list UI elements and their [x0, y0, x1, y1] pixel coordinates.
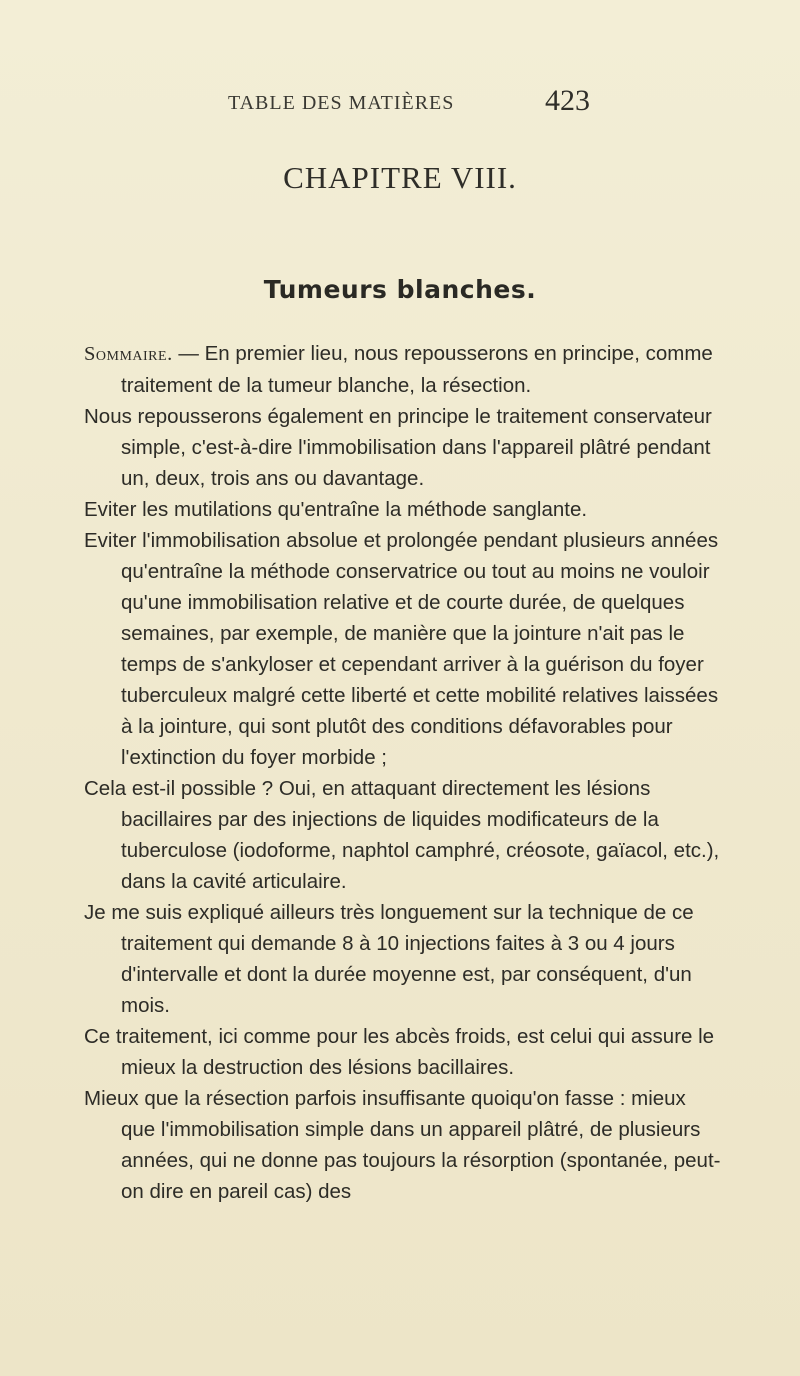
summary-block: [84, 338, 724, 1207]
running-title: TABLE DES MATIÈRES: [228, 92, 455, 114]
summary-paragraph: Eviter les mutilations qu'entraîne la méthode sanglante.: [84, 498, 588, 521]
summary-paragraph: Mieux que la résection parfois insuffisante quoiqu'on fasse : mieux que l'immobilisation simple dans un appareil plâtré, de plusieurs années, qui ne donne pas toujours la résorption (spontanée, peut-on dire en pareil cas) des: [84, 1087, 721, 1203]
summary-paragraph: Cela est-il possible ? Oui, en attaquant directement les lésions bacillaires par des injections de liquides modificateurs de la tuberculose (iodoforme, naphtol camphré, créosote, gaïacol, etc.), dans la cavité articulaire.: [84, 777, 720, 893]
summary-paragraph-text: — En premier lieu, nous repousserons en principe, comme traitement de la tumeur blanche, la résection.: [121, 342, 713, 397]
summary-paragraph: [84, 338, 724, 401]
running-header: [200, 86, 620, 126]
summary-paragraph: Je me suis expliqué ailleurs très longuement sur la technique de ce traitement qui demande 8 à 10 injections faites à 3 ou 4 jours d'intervalle et dont la durée moyenne est, par conséquent, d'un mois.: [84, 901, 694, 1017]
summary-paragraph: Ce traitement, ici comme pour les abcès froids, est celui qui assure le mieux la destruction des lésions bacillaires.: [84, 1025, 715, 1079]
page-number: 423: [545, 84, 590, 117]
chapter-title: CHAPITRE VIII.: [283, 160, 517, 195]
summary-paragraph: Nous repousserons également en principe le traitement conservateur simple, c'est-à-dire l'immobilisation dans l'appareil plâtré pendant un, deux, trois ans ou davantage.: [84, 405, 712, 490]
summary-paragraph: Eviter l'immobilisation absolue et prolongée pendant plusieurs années qu'entraîne la méthode conservatrice ou tout au moins ne vouloir qu'une immobilisation relative et de courte durée, de quelques semaines, par exemple, de manière que la jointure n'ait pas le temps de s'ankyloser et cependant arriver à la guérison du foyer tuberculeux malgré cette liberté et cette mobilité relatives laissées à la jointure, qui sont plutôt des conditions défavorables pour l'extinction du foyer morbide ;: [84, 529, 719, 769]
section-title: Tumeurs blanches.: [263, 275, 537, 304]
summary-lead: Sommaire.: [84, 343, 173, 365]
